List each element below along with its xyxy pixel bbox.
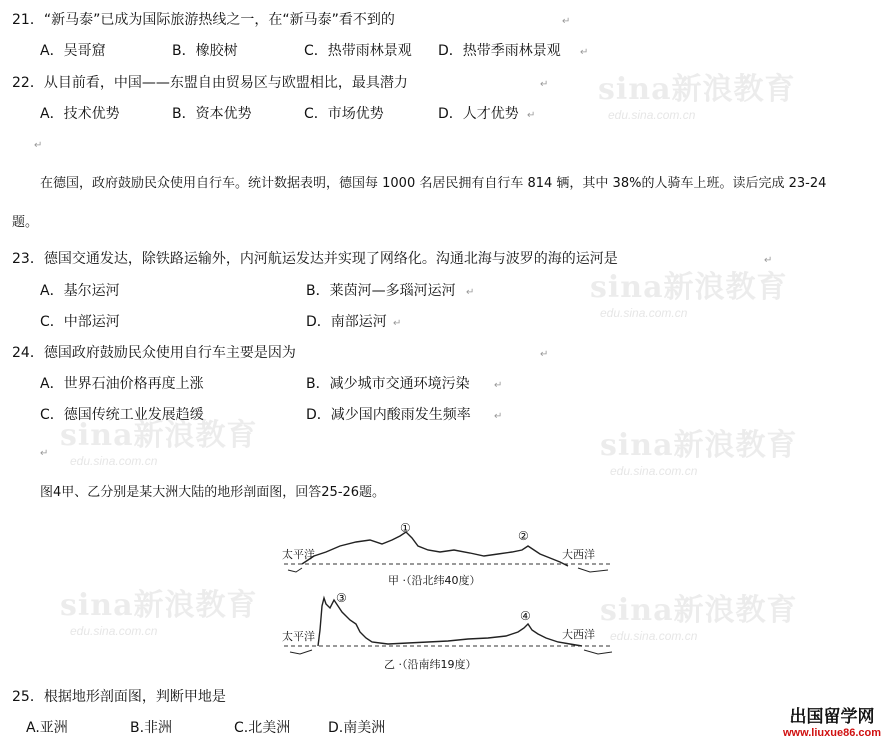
q23-option-a: A．基尔运河 (40, 283, 120, 299)
site-logo-title: 出国留学网 (789, 707, 875, 727)
return-mark: ↵ (527, 110, 536, 121)
q24-option-d: D．减少国内酸雨发生频率 (306, 407, 471, 423)
q23-option-b: B．莱茵河—多瑙河运河 (306, 283, 456, 299)
q25-option-b: B.非洲 (130, 720, 173, 736)
watermark: sina新浪教育 edu.sina.com.cn (600, 593, 798, 643)
question-23-stem: 23．德国交通发达，除铁路运输外，内河航运发达并实现了网络化。沟通北海与波罗的海的运河是 (12, 251, 618, 267)
watermark: sina新浪教育 edu.sina.com.cn (600, 428, 798, 478)
jia-caption: 甲 ·（沿北纬40度） (388, 574, 481, 587)
return-mark: ↵ (764, 255, 773, 266)
figure-intro: 图4甲、乙分别是某大洲大陆的地形剖面图，回答25-26题。 (40, 485, 386, 500)
profile-jia (282, 521, 612, 587)
q21-option-d: D．热带季雨林景观 (438, 43, 561, 59)
yi-pacific-label: 太平洋 (282, 630, 315, 643)
profile-yi (282, 591, 612, 671)
q23-option-c: C．中部运河 (40, 314, 120, 330)
question-21-stem: 21．“新马泰”已成为国际旅游热线之一，在“新马泰”看不到的 (12, 12, 395, 28)
jia-atlantic-label: 大西洋 (562, 548, 595, 561)
q24-option-a: A．世界石油价格再度上涨 (40, 376, 204, 392)
watermark: sina新浪教育 edu.sina.com.cn (60, 418, 258, 468)
return-mark: ↵ (393, 318, 402, 329)
marker-2: ② (518, 529, 529, 543)
q22-option-d: D．人才优势 (438, 106, 519, 122)
return-mark: ↵ (40, 448, 49, 459)
question-25-stem: 25．根据地形剖面图，判断甲地是 (12, 689, 226, 705)
site-logo-url: www.liuxue86.com (782, 727, 881, 739)
q22-option-a: A．技术优势 (40, 106, 120, 122)
watermark: sina新浪教育 edu.sina.com.cn (60, 588, 258, 638)
marker-1: ① (400, 521, 411, 535)
q22-option-c: C．市场优势 (304, 106, 384, 122)
q25-option-d: D.南美洲 (328, 720, 386, 736)
site-logo (783, 702, 881, 739)
return-mark: ↵ (580, 47, 589, 58)
q24-option-b: B．减少城市交通环境污染 (306, 376, 470, 392)
q22-option-b: B．资本优势 (172, 106, 252, 122)
passage-line-2: 题。 (12, 215, 39, 230)
q23-option-d: D．南部运河 (306, 314, 387, 330)
q21-option-a: A．吴哥窟 (40, 43, 106, 59)
q21-option-b: B．橡胶树 (172, 43, 238, 59)
question-22-stem: 22．从目前看，中国——东盟自由贸易区与欧盟相比，最具潜力 (12, 75, 408, 91)
return-mark: ↵ (466, 287, 475, 298)
q25-option-c: C.北美洲 (234, 720, 291, 736)
return-mark: ↵ (540, 79, 549, 90)
return-mark: ↵ (34, 140, 43, 151)
return-mark: ↵ (494, 411, 503, 422)
marker-3: ③ (336, 591, 347, 605)
yi-caption: 乙 ·（沿南纬19度） (384, 658, 477, 671)
return-mark: ↵ (540, 349, 549, 360)
q25-option-a: A.亚洲 (26, 720, 68, 736)
yi-atlantic-label: 大西洋 (562, 628, 595, 641)
watermark: sina新浪教育 edu.sina.com.cn (598, 72, 796, 122)
jia-pacific-label: 太平洋 (282, 548, 315, 561)
watermark: sina新浪教育 edu.sina.com.cn (590, 270, 788, 320)
marker-4: ④ (520, 609, 531, 623)
q24-option-c: C．德国传统工业发展趋缓 (40, 407, 204, 423)
q21-option-c: C．热带雨林景观 (304, 43, 412, 59)
return-mark: ↵ (494, 380, 503, 391)
question-24-stem: 24．德国政府鼓励民众使用自行车主要是因为 (12, 345, 296, 361)
terrain-profile-figure (278, 520, 618, 680)
return-mark: ↵ (562, 16, 571, 27)
passage-line-1: 在德国，政府鼓励民众使用自行车。统计数据表明，德国每 1000 名居民拥有自行车 814 辆，其中 38%的人骑车上班。读后完成 23-24 (40, 176, 827, 191)
